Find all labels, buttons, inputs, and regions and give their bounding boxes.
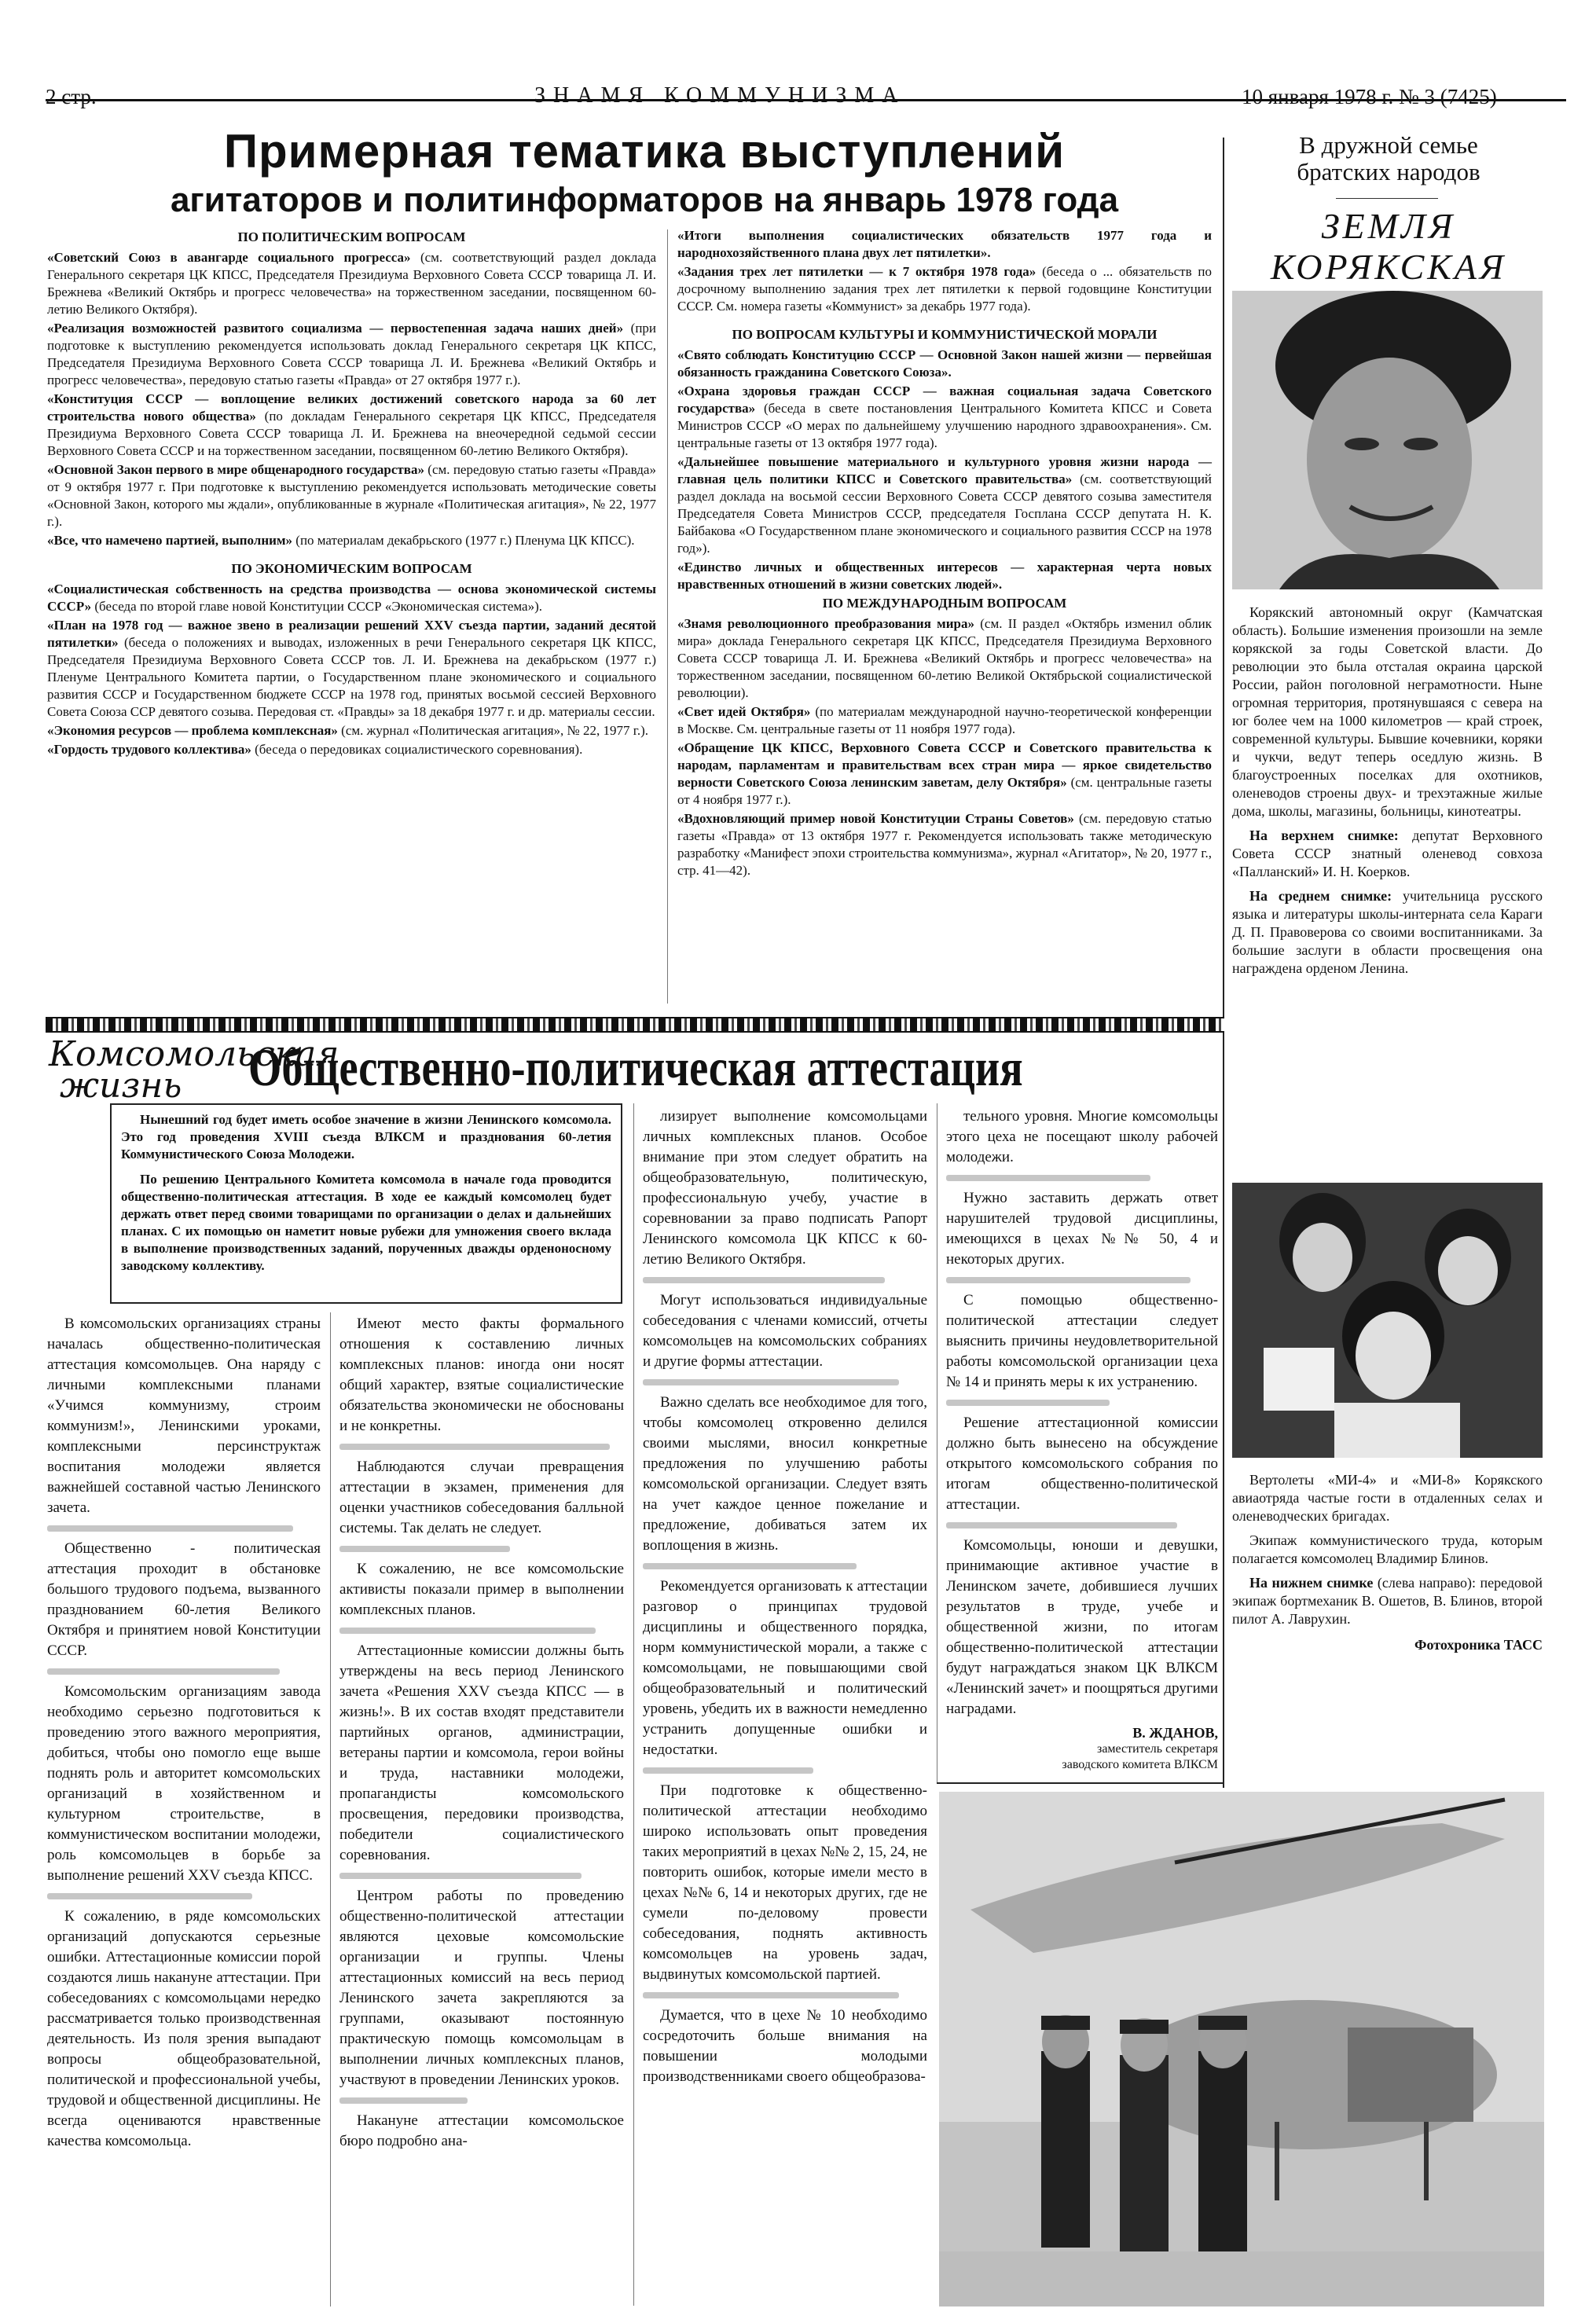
sidebar-title: ЗЕМЛЯ КОРЯКСКАЯ [1270, 206, 1507, 287]
illegible-text [946, 1522, 1177, 1528]
topic-item: «Вдохновляющий пример новой Конституции Страны Советов» (см. передовую статью газеты «Правда» от 13 октября 1977 г. Рекомендуется использовать также методическую разработку «Манифест эпохи строительства коммунизма», журнал «Агитатор», № 20, 1977 г., стр. 41—42). [677, 811, 1212, 878]
illegible-text [339, 1628, 596, 1634]
topics-left-column [47, 227, 656, 760]
column-divider [667, 229, 668, 1004]
article-author: В. ЖДАНОВ, [1132, 1725, 1218, 1741]
issue-date: 10 января 1978 г. № 3 (7425) [1242, 85, 1497, 108]
topic-item: «Свет идей Октября» (по материалам международной научно-теоретической конференции в Москве. См. центральные газеты от 11 ноября 1977 года). [677, 704, 1212, 736]
topic-item: «Единство личных и общественных интересов — характерная черта новых нравственных отношений в жизни советских людей». [677, 560, 1212, 592]
article-column-1: В комсомольских организациях страны началась общественно-политическая аттестация комсомольцев. Она наряду с личными комплексными планами «Учимся коммунизму, строим коммунизм!», Ленинскими уроками, комплексными персинструктаж воспитания молодежи является важнейшей составной частью Ленинского зачета. Общественно - политическая аттестация проходит в обстановке большого трудового подъема, вызванного празднованием 60-летия Великого Октября и принятием новой Конституции СССР. Комсомольским организациям завода необходимо серьезно подготовиться к проведению этого важного мероприятия, добиться, чтобы оно помогло еще выше поднять роль и авторитет комсомольских организаций в хозяйственном и культурном строительстве, в коммунистическом воспитании молодежи, роль комсомольцев в борьбе за выполнение решений XXV съезда КПСС. К сожалению, в ряде комсомольских организаций допускаются серьезные ошибки. Аттестационные комиссии порой создаются лишь накануне аттестации. При собеседованиях с комсомольцами нередко рассматривается только производственная деятельность. Из поля зрения выпадают вопросы общеобразовательной, политической и профессиональной учебы, трудовой и общественной дисциплины. Не всегда оцениваются нравственные качества комсомольца. [47, 1316, 321, 2149]
column-divider [633, 1103, 634, 2306]
topic-item: «Основной Закон первого в мире общенародного государства» (см. передовую статью газеты «Правда» от 9 октября 1977 г. При подготовке к выступлению рекомендуется использовать методические советы «Основной Закон, которого мы ждали», опубликованные в журнале «Политическая агитация», № 22, 1977 г.). [47, 462, 656, 529]
section-heading-economic: ПО ЭКОНОМИЧЕСКИМ ВОПРОСАМ [231, 561, 472, 576]
author-title: заводского комитета ВЛКСМ [1062, 1758, 1218, 1771]
column-divider [330, 1312, 331, 2306]
illegible-text [643, 1379, 899, 1385]
topic-item: «Конституция СССР — воплощение великих достижений советского народа за 60 лет строительства нового общества» (по докладам Генерального секретаря ЦК КПСС, Председателя Президиума Верховного Совета СССР товарища Л. И. Брежнева на внеочередной седьмой сессии Верховного Совета СССР и на торжественном заседании, посвященном 60-летию Великого Октября). [47, 391, 656, 458]
sidebar-kicker-rule [1336, 198, 1438, 199]
topic-item: «Советский Союз в авангарде социального прогресса» (см. соответствующий раздел доклада Генерального секретаря ЦК КПСС, Председателя Президиума Верховного Совета СССР товарища Л. И. Брежнева «Великий Октябрь и прогресс человечества» на торжественном заседании, посвященном 60-летию Великого Октября). [47, 250, 657, 317]
sidebar-kicker: В дружной семье братских народов [1297, 131, 1480, 185]
ornamental-rule [46, 1017, 1224, 1033]
illegible-text [643, 1563, 857, 1569]
illegible-text [47, 1668, 280, 1675]
illegible-text [643, 1277, 885, 1283]
topics-right-column [677, 227, 1212, 881]
sidebar-divider [1223, 138, 1224, 1788]
illegible-text [339, 1546, 510, 1552]
topic-item: «Знамя революционного преобразования мира» (см. II раздел «Октябрь изменил облик мира» доклада Генерального секретаря ЦК КПСС, Председателя Президиума Верховного Совета СССР товарища Л. И. Брежнева «Великий Октябрь и прогресс человечества» на торжественном заседании, посвященном 60-летию Великой Октябрьской социалистической революции). [677, 616, 1212, 700]
topic-item: «Обращение ЦК КПСС, Верховного Совета СССР и Советского правительства к народам, парламентам и правительствам всех стран мира — яркое свидетельство верности Советского Союза ленинским заветам, делу Октября» (см. центральные газеты от 4 ноября 1977 г.). [677, 740, 1213, 807]
article-column-4: тельного уровня. Многие комсомольцы этого цеха не посещают школу рабочей молодежи. Нужно заставить держать ответ нарушителей трудовой дисциплины, имеющихся в цехах №№ 50, 4 и некоторых других. С помощью общественно-политической аттестации следует выяснить причины неудовлетворительной работы комсомольской организации цеха № 14 и принять меры к их устранению. Решение аттестационной комиссии должно быть вынесено на обсуждение открытого комсомольского собрания по итогам общественно-политической аттестации. Комсомольцы, юноши и девушки, принимающие активное участие в Ленинском зачете, добившиеся лучших результатов в труде, учебе и общественной жизни, по итогам общественно-политической аттестации будут награждаться знаком ЦК ВЛКСМ «Ленинский зачет» и поощряться другими наградами. В. ЖДАНОВ, заместитель секретаря заводского комитета ВЛКСМ [946, 1108, 1218, 1771]
portrait-photo [1232, 291, 1543, 589]
helicopter-crew-photo [939, 1792, 1544, 2306]
sidebar-caption-crew: Вертолеты «МИ-4» и «МИ-8» Корякского авиаотряда частые гости в отдаленных селах и оленеводческих бригадах. Экипаж коммунистического труда, которым полагается комсомолец Владимир Блинов. На нижнем снимке (слева направо): передовой экипаж бортмеханик В. Ошетов, В. Блинов, второй пилот А. Лаврухин. Фотохроника ТАСС [1232, 1472, 1543, 1653]
illegible-text [946, 1175, 1150, 1181]
topic-item: «Дальнейшее повышение материального и культурного уровня жизни народа — главная цель политики КПСС и Советского правительства» (см. соответствующий раздел доклада на восьмой сессии Верховного Совета СССР девятого созыва заместителя Председателя Совета Министров СССР, председателя Госплана СССР депутата Н. К. Байбакова «О Государственном плане экономического и социального развития СССР на 1978 год»). [677, 454, 1213, 556]
main-headline: Примерная тематика выступлений [223, 125, 1066, 178]
article-column-2: Имеют место факты формального отношения к составлению личных комплексных планов: иногда они носят общий характер, взятые социалистические обязательства экономически не обоснованы и не конкретны. Наблюдаются случаи превращения аттестации в экзамен, применения для оценки участников собеседования балльной системы. Так делать не следует. К сожалению, не все комсомольские активисты показали пример в выполнении комплексных планов. Аттестационные комиссии должны быть утверждены на весь период Ленинского зачета «Решения XXV съезда КПСС — в жизнь!». В их состав входят представители партийных органов, администрации, ветераны партии и комсомола, герои войны и труда, наставники молодежи, пропагандисты комсомольского просвещения, передовики производства, победители социалистического соревнования. Центром работы по проведению общественно-политической аттестации являются цеховые комсомольские организации и группы. Члены аттестационных комиссий на весь период Ленинского зачета закрепляются за группами, оказывают постоянную практическую помощь комсомольцам в выполнении личных комплексных планов, участвуют в проведении Ленинских уроков. Накануне аттестации комсомольское бюро подробно ана- [339, 1316, 624, 2149]
section-heading-culture: ПО ВОПРОСАМ КУЛЬТУРЫ И КОММУНИСТИЧЕСКОЙ МОРАЛИ [732, 327, 1158, 342]
author-title: заместитель секретаря [1097, 1742, 1218, 1756]
illegible-text [339, 2097, 468, 2104]
teacher-students-photo [1232, 1183, 1543, 1458]
section-heading-political: ПО ПОЛИТИЧЕСКИМ ВОПРОСАМ [237, 229, 466, 244]
komsomol-section-logo: Комсомольская жизнь [49, 1034, 339, 1106]
illegible-text [946, 1400, 1110, 1406]
section-heading-international: ПО МЕЖДУНАРОДНЫМ ВОПРОСАМ [822, 596, 1067, 611]
main-subheadline: агитаторов и политинформаторов на январь 1978 года [170, 181, 1119, 219]
illegible-text [643, 1992, 899, 1998]
topic-item: «Задания трех лет пятилетки — к 7 октября 1978 года» (беседа о ... обязательств по досрочному выполнению задания трех лет пятилетки к первой годовщине Конституции СССР. См. номера газеты «Коммунист» за декабрь 1977 года). [677, 264, 1212, 314]
illegible-text [339, 1873, 582, 1879]
topic-item: «Социалистическая собственность на средства производства — основа экономической системы СССР» (беседа по второй главе новой Конституции СССР «Экономическая система»). [47, 582, 656, 614]
illegible-text [643, 1767, 813, 1774]
topic-item: «Экономия ресурсов — проблема комплексная» (см. журнал «Политическая агитация», № 22, 1977 г.). [47, 723, 648, 738]
topic-item: «Гордость трудового коллектива» (беседа о передовиках социалистического соревнования). [47, 742, 583, 757]
sidebar-caption-intro: Корякский автономный округ (Камчатская область). Большие изменения произошли на земле корякской за годы Советской власти. До революции это была отсталая окраина царской России, район поголовной неграмотности. Ныне огромная территория, протянувшаяся с севера на юг более чем на 1000 километров — край строек, современной культуры. Бывшие кочевники, коряки и чукчи, ведут теперь оседлую жизнь. В благоустроенных поселках для охотников, оленеводов строены двух- и трехэтажные жилые дома, школы, магазины, больницы, кинотеатры. На верхнем снимке: депутат Верховного Совета СССР знатный оленевод совхоза «Палланский» И. Н. Коерков. На среднем снимке: учительница русского языка и литературы школы-интерната села Караги Д. П. Правоверова со своими воспитанниками. За большие заслуги в области просвещения она награждена орденом Ленина. [1232, 604, 1543, 976]
topic-item: «Все, что намечено партией, выполним» (по материалам декабрьского (1977 г.) Пленума ЦК КПСС). [47, 533, 635, 548]
photo-credit: Фотохроника ТАСС [1414, 1637, 1543, 1653]
topic-item: «План на 1978 год — важное звено в реализации решений XXV съезда партии, заданий десятой пятилетки» (беседа о положениях и выводах, изложенных в речи Генерального секретаря ЦК КПСС, Председателя Президиума Верховного Совета СССР тов. Л. И. Брежнева на декабрьском (1977 г.) Пленуме Центрального Комитета партии, о Государственном плане экономического и социального развития СССР и Государственном бюджете СССР на 1978 год, принятых восьмой сессией Верховного Совета Союза ССР девятого созыва. Передовая ст. «Правды» за 18 декабря 1977 г. и др. материалы сессии. [47, 618, 657, 719]
article-lead-box: Нынешний год будет иметь особое значение в жизни Ленинского комсомола. Это год проведения XVIII съезда ВЛКСМ и празднования 60-летия Коммунистического Союза Молодежи. По решению Центрального Комитета комсомола в начале года проводится общественно-политическая аттестация. В ходе ее каждый комсомолец будет держать ответ перед своими товарищами по организации о делах и дальнейших планах. С их помощью он наметит новые рубежи для умножения своего вклада в выполнение производственных заданий, порученных дважды орденоносному заводскому коллективу. [110, 1103, 622, 1304]
article-column-3: лизирует выполнение комсомольцами личных комплексных планов. Особое внимание при этом следует обратить на общеобразовательную, политическую, профессиональную учебу, участие в соревновании за право подписать Рапорт Ленинского комсомола ЦК КПСС к 60-летию Великого Октября. Могут использоваться индивидуальные собеседования с членами комиссий, отчеты комсомольцев на комсомольских собраниях и другие формы аттестации. Важно сделать все необходимое для того, чтобы комсомолец откровенно делился своими мыслями, вносил конкретные предложения по улучшению работы комсомольской организации. Следует взять на учет каждое ценное пожелание и предложение, добиваться затем их воплощения в жизнь. Рекомендуется организовать к аттестации разговор о принципах трудовой дисциплины и общественного порядка, норм коммунистической морали, а также с комсомольцами, не повышающими свой общеобразовательный и политический уровень, убедить их в важности немедленно устранить допущенные ошибки и недостатки. При подготовке к общественно-политической аттестации необходимо широко использовать опыт проведения таких мероприятий в цехах №№ 2, 15, 24, не повторить ошибок, которые имели место в цехах №№ 6, 14 и некоторых других, где не сумели по-деловому провести собеседования, поднять активность комсомольцев на уровень задач, выдвинутых комсомольской партией. Думается, что в цехе № 10 необходимо сосредоточить больше внимания на повышении молодыми производственниками своего общеобразова- [643, 1108, 927, 2085]
topic-item: «Свято соблюдать Конституцию СССР — Основной Закон нашей жизни — первейшая обязанность гражданина Советского Союза». [677, 347, 1212, 380]
masthead-rule [46, 99, 1566, 101]
topic-item: «Итоги выполнения социалистических обязательств 1977 года и народнохозяйственного плана двух лет пятилетки». [677, 228, 1212, 260]
illegible-text [339, 1444, 610, 1450]
komsomol-article-title: Общественно-политическая аттестация [248, 1037, 1023, 1097]
topic-item: «Реализация возможностей развитого социализма — первостепенная задача наших дней» (при подготовке к выступлению рекомендуется использовать доклад Генерального секретаря ЦК КПСС, Председателя Президиума Верховного Совета СССР товарища Л. И. Брежнева «Великий Октябрь и прогресс человечества», передовую статью газеты «Правда» от 27 октября 1977 г.). [47, 321, 657, 387]
photo-frame-rule [937, 1782, 1224, 1784]
newspaper-name: ЗНАМЯ КОММУНИЗМА [534, 83, 906, 108]
page-number: 2 стр. [46, 85, 97, 108]
illegible-text [47, 1525, 293, 1532]
topic-item: «Охрана здоровья граждан СССР — важная социальная задача Советского государства» (беседа в свете постановления Центрального Комитета КПСС и Совета Министров СССР «О мерах по дальнейшему улучшению народного здравоохранения». См. центральные газеты от 13 октября 1977 года). [677, 383, 1212, 450]
illegible-text [946, 1277, 1191, 1283]
illegible-text [47, 1893, 252, 1899]
